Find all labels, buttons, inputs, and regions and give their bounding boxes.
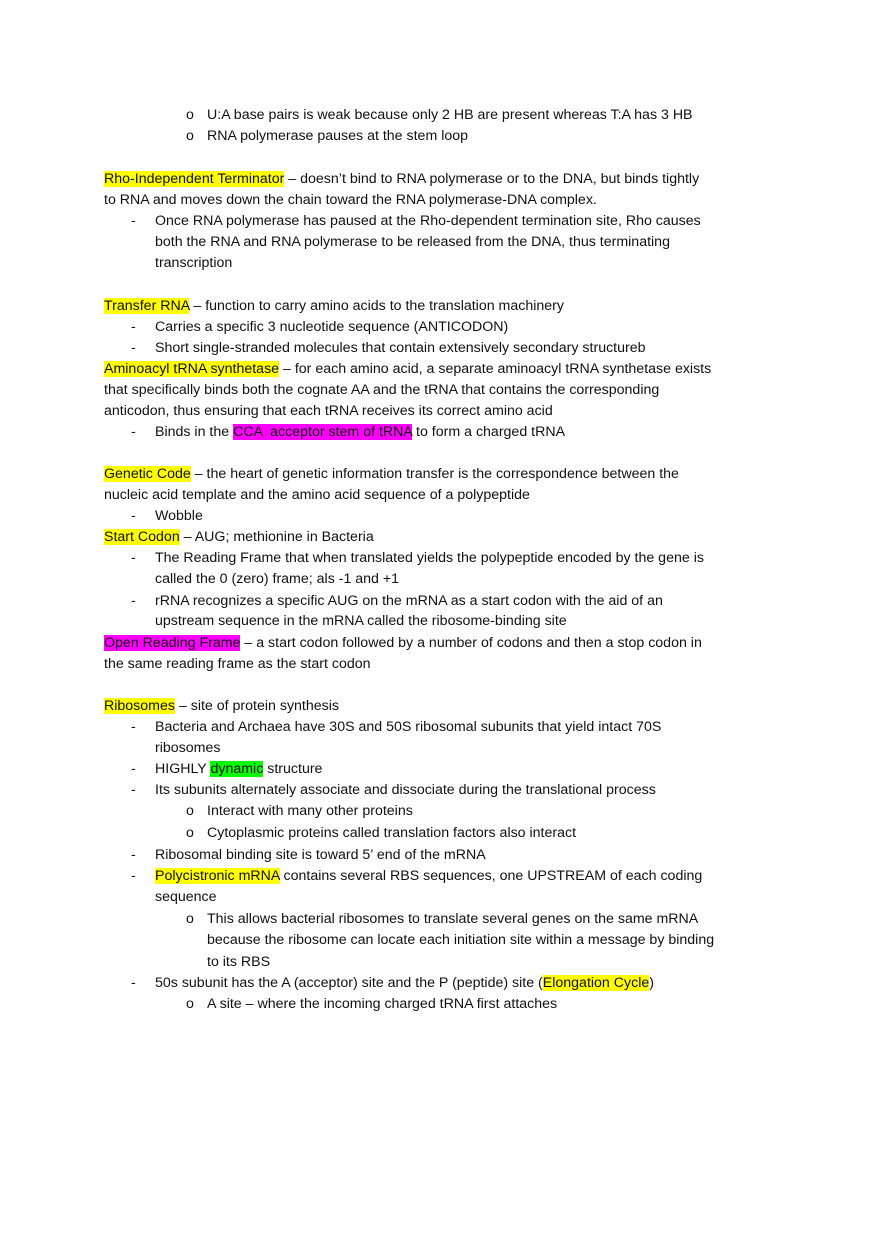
document-line: [155, 845, 486, 865]
highlighted-term: Open Reading Frame: [104, 635, 241, 651]
text-segment: Carries a specific 3 nucleotide sequence (ANTICODON): [155, 319, 509, 335]
text-segment: that specifically binds both the cognate AA and the tRNA that contains the corresponding: [104, 382, 660, 398]
document-line: [104, 296, 564, 316]
text-segment: called the 0 (zero) frame; als -1 and +1: [155, 571, 400, 587]
document-line: [155, 759, 322, 779]
dash-bullet-icon: -: [131, 340, 136, 356]
text-segment: ribosomes: [155, 740, 221, 756]
highlighted-term: CCA acceptor stem of tRNA: [233, 424, 413, 440]
highlighted-term: dynamic: [210, 761, 264, 777]
text-segment: – doesn’t bind to RNA polymerase or to the DNA, but binds tightly: [284, 171, 700, 187]
highlighted-term: Ribosomes: [104, 698, 175, 714]
text-segment: Ribosomal binding site is toward 5’ end of the mRNA: [155, 847, 486, 863]
text-segment: RNA polymerase pauses at the stem loop: [207, 128, 469, 144]
text-segment: Interact with many other proteins: [207, 803, 413, 819]
document-line: [104, 190, 597, 210]
dash-bullet-icon: -: [131, 975, 136, 991]
text-segment: structure: [263, 761, 323, 777]
text-segment: ): [649, 975, 654, 991]
document-line: [104, 654, 371, 674]
text-segment: A site – where the incoming charged tRNA first attaches: [207, 996, 558, 1012]
text-segment: rRNA recognizes a specific AUG on the mRNA as a start codon with the aid of an: [155, 593, 663, 609]
document-line: [155, 338, 646, 358]
text-segment: upstream sequence in the mRNA called the ribosome-binding site: [155, 613, 567, 629]
highlighted-term: Rho-Independent Terminator: [104, 171, 285, 187]
text-segment: Wobble: [155, 508, 203, 524]
document-line: [104, 527, 374, 547]
text-segment: anticodon, thus ensuring that each tRNA receives its correct amino acid: [104, 403, 553, 419]
document-line: [155, 738, 220, 758]
text-segment: Bacteria and Archaea have 30S and 50S ribosomal subunits that yield intact 70S: [155, 719, 662, 735]
dash-bullet-icon: -: [131, 319, 136, 335]
document-line: [104, 401, 553, 421]
text-segment: Binds in the: [155, 424, 234, 440]
document-line: [155, 211, 701, 231]
text-segment: transcription: [155, 255, 233, 271]
document-line: [155, 887, 217, 907]
circle-bullet-icon: o: [186, 825, 194, 841]
document-line: [104, 359, 711, 379]
document-line: [155, 253, 232, 273]
text-segment: 50s subunit has the A (acceptor) site and the P (peptide) site (: [155, 975, 543, 991]
circle-bullet-icon: o: [186, 996, 194, 1012]
document-line: [155, 569, 399, 589]
document-line: [104, 696, 339, 716]
document-line: [207, 930, 714, 950]
dash-bullet-icon: -: [131, 761, 136, 777]
dash-bullet-icon: -: [131, 508, 136, 524]
document-line: [155, 548, 704, 568]
text-segment: – the heart of genetic information transfer is the correspondence between the: [190, 466, 679, 482]
document-line: [207, 126, 468, 146]
document-line: [207, 801, 413, 821]
text-segment: The Reading Frame that when translated yields the polypeptide encoded by the gene is: [155, 550, 704, 566]
text-segment: Its subunits alternately associate and dissociate during the translational process: [155, 782, 656, 798]
text-segment: to RNA and moves down the chain toward the RNA polymerase-DNA complex.: [104, 192, 597, 208]
text-segment: – function to carry amino acids to the translation machinery: [189, 298, 564, 314]
document-line: [155, 422, 565, 442]
highlighted-term: Transfer RNA: [104, 298, 190, 314]
text-segment: sequence: [155, 889, 217, 905]
text-segment: – a start codon followed by a number of codons and then a stop codon in: [240, 635, 702, 651]
dash-bullet-icon: -: [131, 719, 136, 735]
document-line: [207, 823, 576, 843]
text-segment: – for each amino acid, a separate aminoacyl tRNA synthetase exists: [279, 361, 712, 377]
text-segment: both the RNA and RNA polymerase to be released from the DNA, thus terminating: [155, 234, 670, 250]
dash-bullet-icon: -: [131, 424, 136, 440]
highlighted-term: Start Codon: [104, 529, 180, 545]
text-segment: U:A base pairs is weak because only 2 HB are present whereas T:A has 3 HB: [207, 107, 693, 123]
dash-bullet-icon: -: [131, 213, 136, 229]
document-line: [104, 485, 530, 505]
text-segment: contains several RBS sequences, one UPSTREAM of each coding: [279, 868, 703, 884]
text-segment: Cytoplasmic proteins called translation factors also interact: [207, 825, 577, 841]
text-segment: the same reading frame as the start codon: [104, 656, 371, 672]
document-line: [207, 952, 270, 972]
document-line: [155, 317, 508, 337]
document-line: [207, 909, 698, 929]
text-segment: Short single-stranded molecules that contain extensively secondary structureb: [155, 340, 646, 356]
circle-bullet-icon: o: [186, 128, 194, 144]
text-segment: Once RNA polymerase has paused at the Rho-dependent termination site, Rho causes: [155, 213, 701, 229]
document-line: [155, 506, 203, 526]
text-segment: to its RBS: [207, 954, 271, 970]
dash-bullet-icon: -: [131, 782, 136, 798]
dash-bullet-icon: -: [131, 847, 136, 863]
circle-bullet-icon: o: [186, 911, 194, 927]
document-line: [155, 232, 670, 252]
highlighted-term: Genetic Code: [104, 466, 191, 482]
document-line: [104, 380, 659, 400]
document-line: [155, 611, 567, 631]
text-segment: to form a charged tRNA: [412, 424, 566, 440]
document-line: [155, 717, 661, 737]
document-line: [207, 994, 557, 1014]
document-line: [207, 105, 693, 125]
document-line: [104, 464, 679, 484]
dash-bullet-icon: -: [131, 593, 136, 609]
text-segment: – AUG; methionine in Bacteria: [179, 529, 374, 545]
document-line: [104, 169, 699, 189]
document-line: [155, 780, 656, 800]
text-segment: – site of protein synthesis: [174, 698, 339, 714]
circle-bullet-icon: o: [186, 107, 194, 123]
text-segment: because the ribosome can locate each initiation site within a message by binding: [207, 932, 715, 948]
highlighted-term: Aminoacyl tRNA synthetase: [104, 361, 280, 377]
document-line: [155, 866, 702, 886]
document-line: [155, 973, 654, 993]
circle-bullet-icon: o: [186, 803, 194, 819]
dash-bullet-icon: -: [131, 868, 136, 884]
highlighted-term: Polycistronic mRNA: [155, 868, 280, 884]
document-line: [155, 591, 663, 611]
text-segment: HIGHLY: [155, 761, 211, 777]
dash-bullet-icon: -: [131, 550, 136, 566]
highlighted-term: Elongation Cycle: [542, 975, 650, 991]
document-line: [104, 633, 702, 653]
text-segment: nucleic acid template and the amino acid sequence of a polypeptide: [104, 487, 530, 503]
text-segment: This allows bacterial ribosomes to translate several genes on the same mRNA: [207, 911, 699, 927]
